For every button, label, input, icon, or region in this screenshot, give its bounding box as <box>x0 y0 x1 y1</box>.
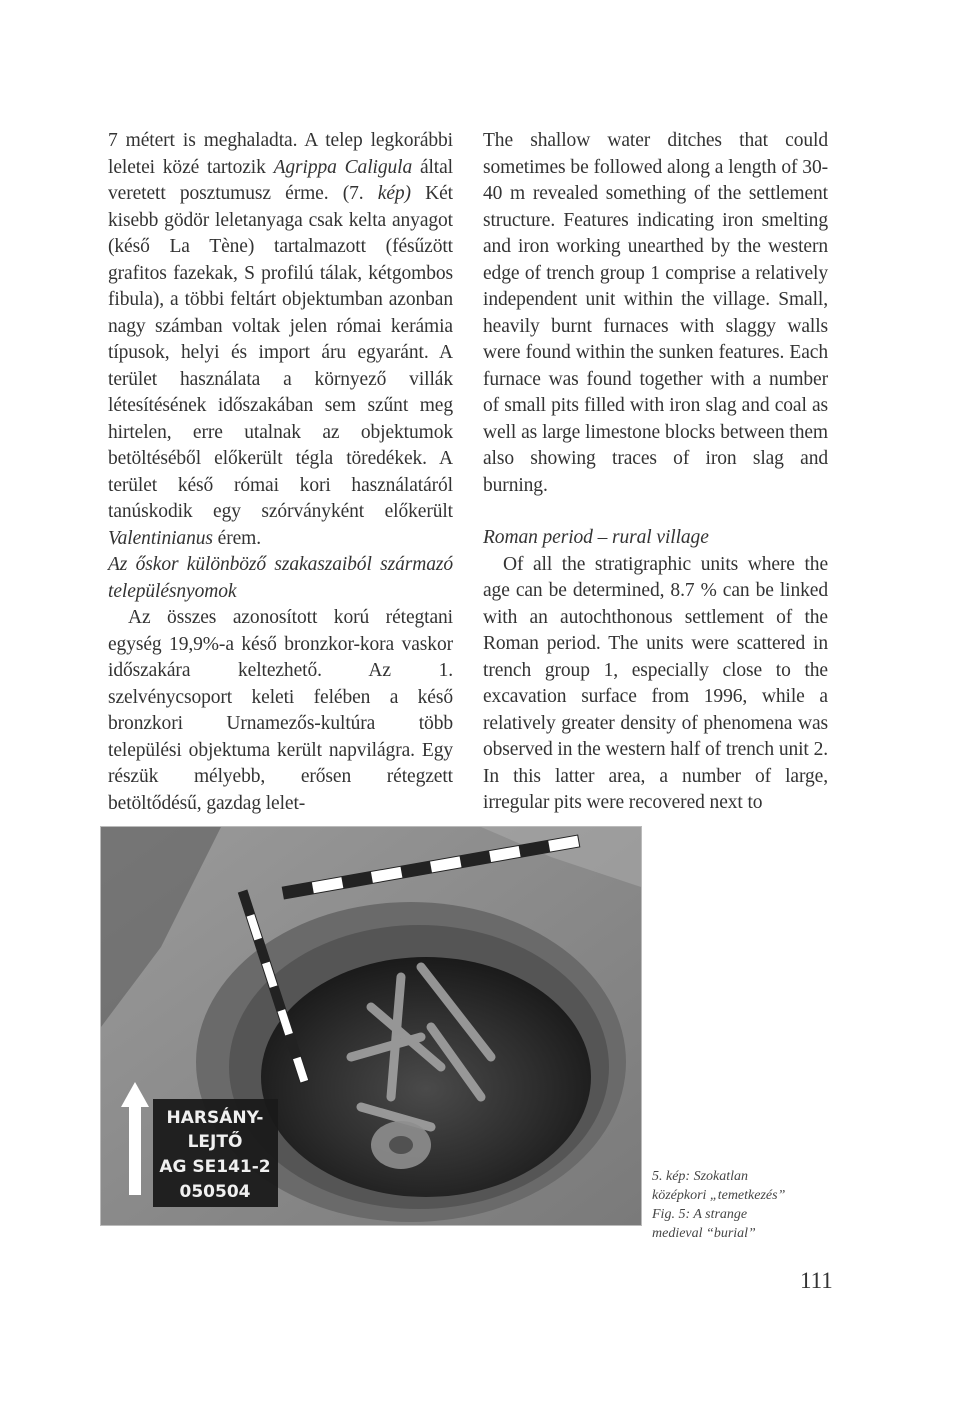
left-section-heading: Az őskor különböző szakaszaiból származó településnyomok <box>108 554 453 602</box>
left-paragraph-1: 7 métert is meghaladta. A telep legkorábbi leletei közé tartozik Agrippa Caligula által veretett posztumusz érme. (7. kép) Két kisebb gödör leletanyaga csak kelta anyagot (késő La Tène) tartalmazott (fésűzött grafitos fazekak, S profilú tálak, kétgombos fibula), a többi feltárt objektumban azonban nagy számban voltak jelen római kerámia típusok, helyi és import áru egyaránt. A terület használata a környező villák létesítésének időszakában sem szűnt meg hirtelen, erre utalnak az objektumok betöltéséből előkerült tégla töredékek. A terület késő római kori használatáról tanúskodik egy szórványként előkerült Valentinianus érem. <box>108 130 454 549</box>
sign-line-2: LEJTŐ <box>187 1132 243 1152</box>
sign-line-1: HARSÁNY- <box>166 1108 264 1128</box>
sign-line-4: 050504 <box>179 1182 251 1202</box>
left-column <box>108 128 453 817</box>
burial-photo <box>100 826 642 1226</box>
right-paragraph-1: The shallow water ditches that could sometimes be followed along a length of 30-40 m revealed something of the settlement structure. Features indicating iron smelting and iron working unearthed by the western edge of trench group 1 comprise a relatively independent unit within the village. Small, heavily burnt furnaces with slaggy walls were found within the sunken features. Each furnace was found together with a number of small pits filled with iron slag and coal as well as large limestone blocks between them also showing traces of iron slag and burning. <box>483 130 828 496</box>
caption-en-line-2: medieval “burial” <box>652 1226 756 1241</box>
caption-hu-line-2: középkori „temetkezés” <box>652 1188 786 1203</box>
sign-line-3: AG SE141-2 <box>159 1157 271 1177</box>
figure-caption <box>652 1167 802 1243</box>
right-paragraph-2: Of all the stratigraphic units where the age can be determined, 8.7 % can be linked with an autochthonous settlement of the Roman period. The units were scattered in trench group 1, especially close to the excavation surface from 1996, while a relatively greater density of phenomena was observed in the western half of trench unit 2. In this latter area, a number of large, irregular pits were recovered next to <box>483 553 828 813</box>
caption-hu-line-1: 5. kép: Szokatlan <box>652 1169 749 1184</box>
page-number: 111 <box>800 1268 833 1293</box>
right-column <box>483 128 828 817</box>
right-section-heading: Roman period – rural village <box>483 527 709 548</box>
left-paragraph-2: Az összes azonosított korú rétegtani egység 19,9%-a késő bronzkor-kora vaskor időszakára keltezhető. Az 1. szelvénycsoport keleti felében a késő bronzkori Urnamezős-kultúra több települési objektuma került napvilágra. Egy részük mélyebb, erősen rétegzett betöltődésű, gazdag lelet- <box>108 607 453 814</box>
pit-interior <box>261 957 591 1197</box>
caption-en-line-1: Fig. 5: A strange <box>652 1207 748 1222</box>
